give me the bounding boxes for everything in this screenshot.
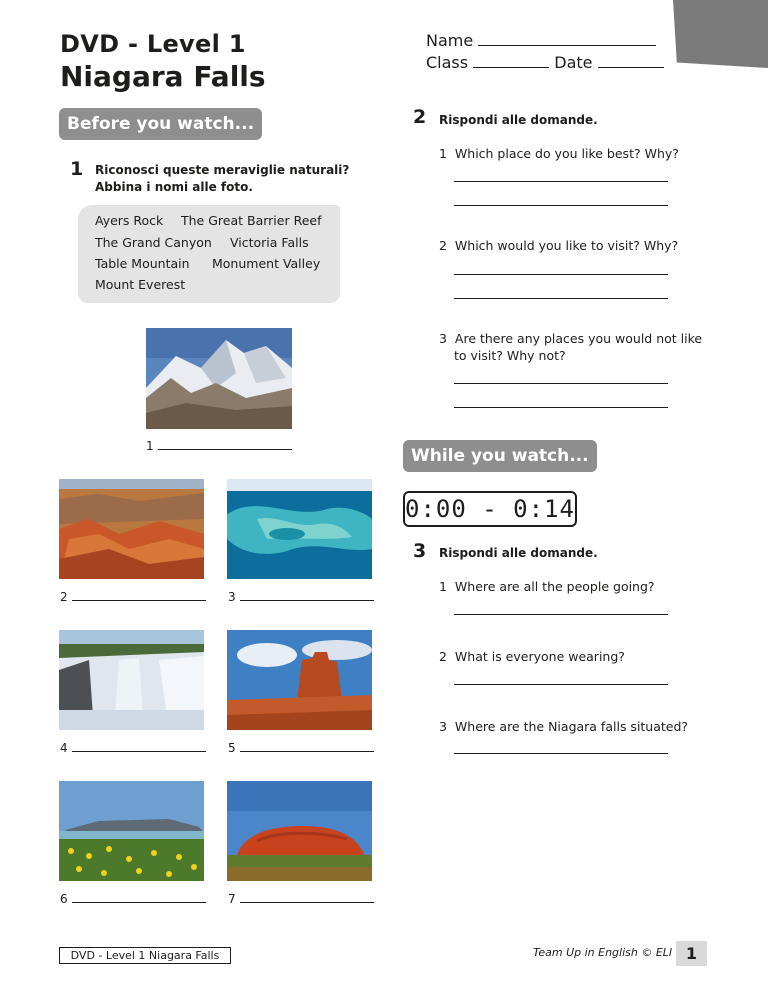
question-text: Are there any places you would not like	[454, 331, 703, 346]
answer-line[interactable]	[240, 741, 374, 752]
exercise-2-instruction: Rispondi alle domande.	[439, 113, 598, 127]
ex2-question-1	[439, 145, 679, 162]
question-text: Where are the Niagara falls situated?	[454, 719, 689, 734]
footer-credit: Team Up in English © ELI	[533, 946, 673, 959]
photo-number: 6	[60, 892, 68, 906]
page-corner-tab	[673, 0, 768, 68]
word-mount-everest: Mount Everest	[95, 277, 186, 292]
while-you-watch-banner: While you watch...	[403, 440, 597, 472]
answer-line[interactable]	[454, 274, 668, 275]
word-ayers-rock: Ayers Rock	[95, 213, 164, 228]
instruction-line: Abbina i nomi alle foto.	[95, 180, 253, 194]
answer-line[interactable]	[240, 892, 374, 903]
page-number: 1	[676, 941, 707, 966]
instruction-line: Riconosci queste meraviglie naturali?	[95, 163, 350, 177]
question-text-continued: to visit? Why not?	[454, 348, 566, 363]
ex3-question-1	[439, 578, 655, 595]
photo-waterfall	[59, 630, 204, 730]
answer-line[interactable]	[454, 684, 668, 685]
question-text: What is everyone wearing?	[454, 649, 625, 664]
answer-line[interactable]	[72, 741, 206, 752]
photo-4-label	[60, 741, 206, 755]
exercise-1-number: 1	[70, 158, 84, 180]
word-grand-canyon: The Grand Canyon	[95, 235, 212, 250]
photo-number: 3	[228, 590, 236, 604]
series-heading: DVD - Level 1	[60, 30, 246, 58]
question-text: Which place do you like best? Why?	[454, 146, 679, 161]
photo-2-label	[60, 590, 206, 604]
exercise-3-number: 3	[413, 540, 427, 562]
answer-line[interactable]	[454, 205, 668, 206]
photo-3-label	[228, 590, 374, 604]
photo-reef	[227, 479, 372, 579]
answer-line[interactable]	[72, 590, 206, 601]
date-field[interactable]	[598, 55, 664, 68]
question-number: 3	[439, 331, 447, 346]
answer-line[interactable]	[240, 590, 374, 601]
before-you-watch-banner: Before you watch...	[59, 108, 262, 140]
photo-6-label	[60, 892, 206, 906]
photo-butte	[227, 630, 372, 730]
exercise-2-number: 2	[413, 106, 427, 128]
question-number: 2	[439, 649, 447, 664]
name-field[interactable]	[478, 33, 656, 46]
question-text: Where are all the people going?	[454, 579, 655, 594]
footer-title: DVD - Level 1 Niagara Falls	[59, 947, 231, 964]
class-date-row	[426, 53, 664, 72]
question-text: Which would you like to visit? Why?	[454, 238, 679, 253]
name-label: Name	[426, 31, 474, 50]
class-label: Class	[426, 53, 469, 72]
date-label: Date	[554, 53, 593, 72]
ex3-question-3	[439, 718, 688, 735]
ex2-question-3	[439, 330, 702, 347]
photo-number: 4	[60, 741, 68, 755]
photo-1-label	[146, 439, 292, 453]
photo-5-label	[228, 741, 374, 755]
answer-line[interactable]	[72, 892, 206, 903]
question-number: 1	[439, 146, 447, 161]
exercise-3-instruction: Rispondi alle domande.	[439, 546, 598, 560]
ex3-question-2	[439, 648, 625, 665]
photo-7-label	[228, 892, 374, 906]
timecode-display: 0:00 - 0:14	[403, 491, 577, 527]
word-victoria-falls: Victoria Falls	[230, 235, 309, 250]
photo-flat-mountain	[59, 781, 204, 881]
photo-red-rock	[227, 781, 372, 881]
photo-number: 7	[228, 892, 236, 906]
answer-line[interactable]	[454, 181, 668, 182]
question-number: 3	[439, 719, 447, 734]
photo-canyon	[59, 479, 204, 579]
word-table-mountain: Table Mountain	[95, 256, 190, 271]
photo-number: 1	[146, 439, 154, 453]
question-number: 1	[439, 579, 447, 594]
answer-line[interactable]	[454, 753, 668, 754]
answer-line[interactable]	[454, 383, 668, 384]
word-great-barrier-reef: The Great Barrier Reef	[181, 213, 322, 228]
exercise-1-instruction	[95, 162, 349, 196]
answer-line[interactable]	[454, 407, 668, 408]
question-number: 2	[439, 238, 447, 253]
page-title: Niagara Falls	[60, 60, 266, 93]
ex2-question-2	[439, 237, 678, 254]
class-field[interactable]	[473, 55, 549, 68]
photo-number: 2	[60, 590, 68, 604]
answer-line[interactable]	[454, 298, 668, 299]
name-row	[426, 31, 656, 50]
word-monument-valley: Monument Valley	[212, 256, 321, 271]
answer-line[interactable]	[454, 614, 668, 615]
photo-number: 5	[228, 741, 236, 755]
photo-mountain	[146, 328, 292, 429]
answer-line[interactable]	[158, 439, 292, 450]
